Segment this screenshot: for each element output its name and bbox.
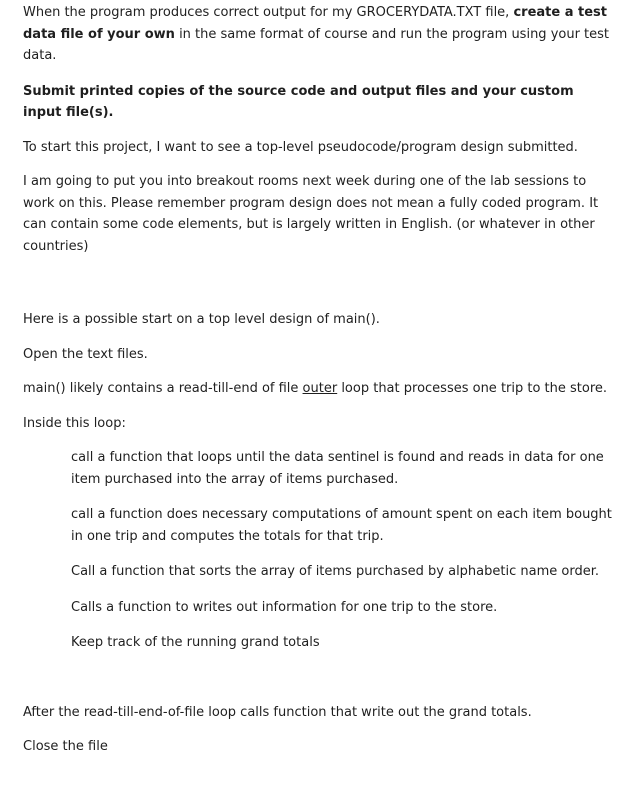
document-body [23,2,613,758]
paragraph-possible-start: Here is a possible start on a top level design of main(). [23,312,380,327]
outer-underlined: outer [302,381,338,396]
intro-text-1: When the program produces correct output for my GROCERYDATA.TXT file, [23,5,514,20]
paragraph-inside-loop: Inside this loop: [23,415,126,431]
indented-item: Call a function that sorts the array of items purchased by alphabetic name order. [71,564,599,579]
paragraph-after-loop: After the read-till-end-of-file loop calls function that write out the grand totals. [23,704,532,720]
indented-item: call a function does necessary computations of amount spent on each item bought in one trip and computes the totals for that trip. [71,507,612,544]
paragraph-start: To start this project, I want to see a top-level pseudocode/program design submitted. [23,139,578,155]
main-loop-text-1: main() likely contains a read-till-end of file [23,381,303,396]
indented-item: Keep track of the running grand totals [71,635,320,650]
paragraph-breakout: I am going to put you into breakout rooms next week during one of the lab sessions to work on this. Please remember program design does not mean a fully coded program. It can contain some code elements, but is largely written in English. (or whatever in other countries) [23,174,599,254]
paragraph-main-loop [23,378,613,400]
intro-bold-text: create a test data file of your own [23,5,607,42]
blank-space [23,654,613,702]
indented-item: call a function that loops until the data sentinel is found and reads in data for one item purchased into the array of items purchased. [71,450,604,487]
intro-text-2: in the same format of course and run the program using your test data. [23,26,610,63]
main-loop-text-2: loop that processes one trip to the store. [337,381,608,396]
blank-space [23,257,613,309]
indented-item: Calls a function to writes out information for one trip to the store. [71,599,498,615]
paragraph-submit [23,81,613,124]
paragraph-intro [23,2,613,67]
submit-bold-text: Submit printed copies of the source code and output files and your custom input file(s). [23,83,574,120]
paragraph-close-file: Close the file [23,739,108,754]
paragraph-open-files: Open the text files. [23,346,148,362]
